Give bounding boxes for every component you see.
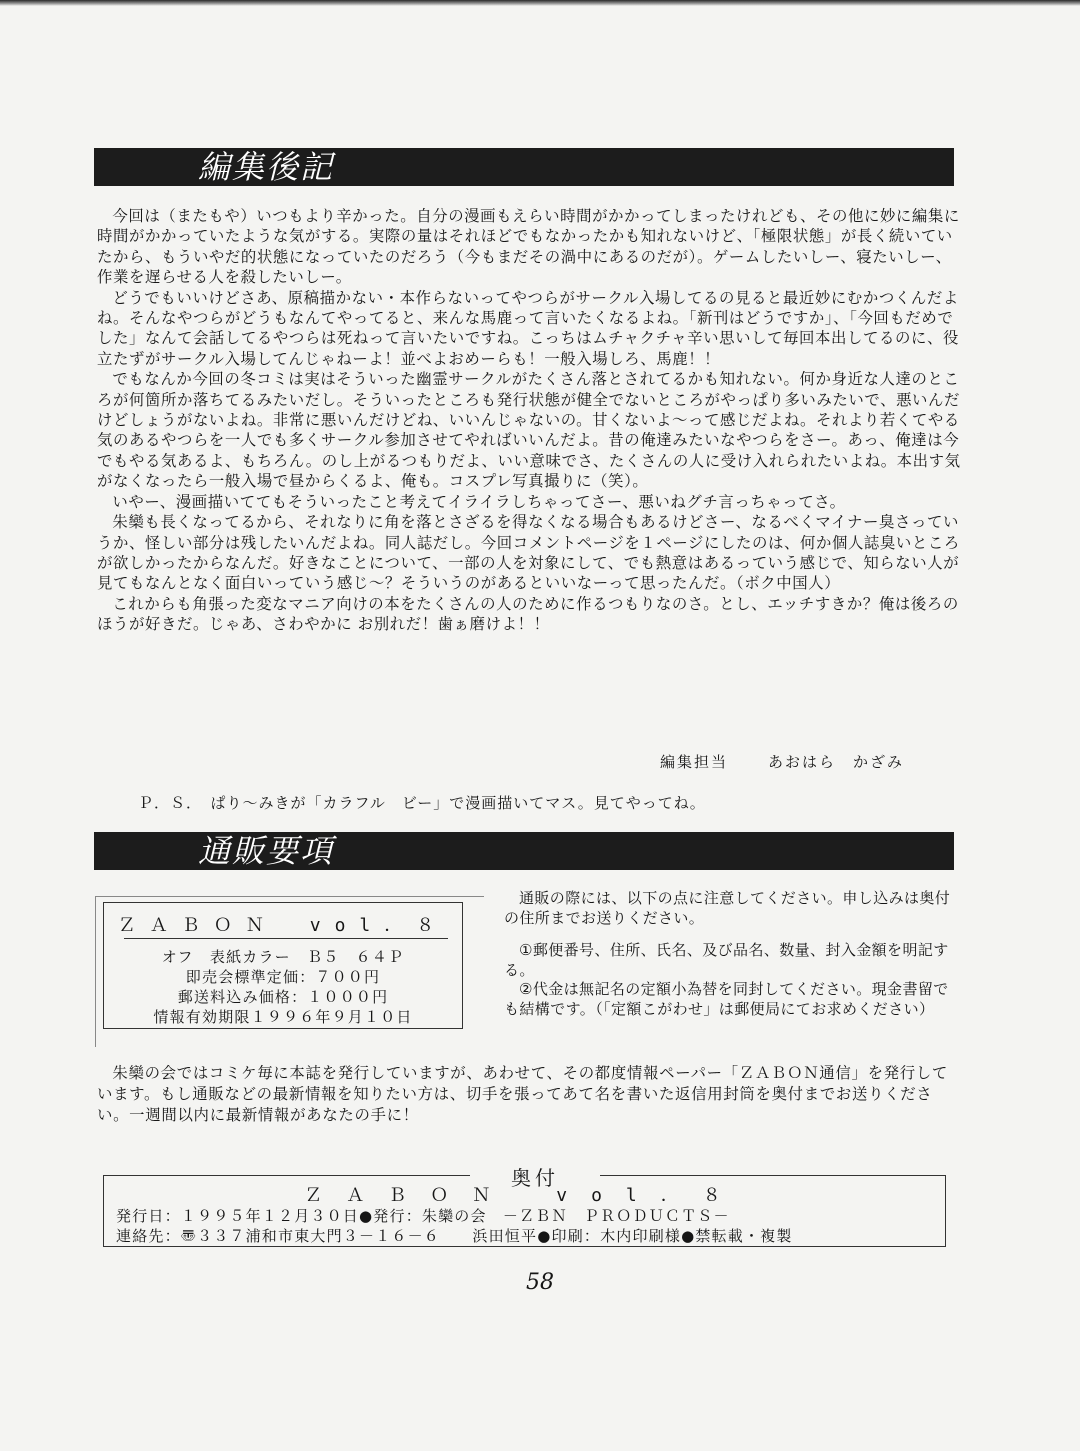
- editorial-paragraph: 朱欒も長くなってるから、それなりに角を落とさざるを得なくなる場合もあるけどさー、なるべくマイナー臭さっていうか、怪しい部分は残したいんだよね。同人誌だし。今回コメントページを１ページにしたのは、何か個人誌臭いところが欲しかったからなんだ。好きなことについて、一部の人を対象にして、でも熱意はあるっていう感じで、知らない人が見てもなんとなく面白いっていう感じ～？そういうのがあるといいなーって思ったんだ。（ボク中国人）: [97, 513, 960, 593]
- colophon-title: 奥付: [511, 1166, 559, 1190]
- colophon-product-name: ＺＡＢＯＮ vol．８: [304, 1185, 745, 1206]
- mail-order-header: [94, 832, 954, 870]
- editor-signature: [660, 751, 904, 772]
- product-format: オフ 表紙カラー Ｂ５ ６４Ｐ: [161, 948, 405, 966]
- mail-order-title: 通販要項: [198, 832, 335, 870]
- editorial-paragraph: 今回は（またもや）いつもより辛かった。自分の漫画もえらい時間がかかってしまったけれども、その他に妙に編集に時間がかかっていたような気がする。実際の量はそれほどでもなかったかも知れないけど、「極限状態」が長く続いていたから、もういやだ的状態になっていたのだろう（今もまだその渦中にあるのだが）。ゲームしたいしー、寝たいしー、作業を遅らせる人を殺したいしー。: [97, 207, 960, 287]
- page-edge: [0, 0, 1080, 6]
- mail-note: ②代金は無記名の定額小為替を同封してください。現金書留でも結構です。（「定額こがわせ」は郵便局にてお求めください）: [504, 980, 949, 1018]
- editorial-paragraph: これからも角張った変なマニア向けの本をたくさんの人のために作るつもりなのさ。とし、エッチすきか？俺は後ろのほうが好きだ。じゃあ、さわやかに お別れだ！歯ぁ磨けよ！！: [97, 594, 959, 634]
- product-title: ＺＡＢＯＮ vol．８: [117, 915, 449, 936]
- signature-name: あおはら かざみ: [768, 753, 905, 771]
- mail-price: 郵送料込み価格：１０００円: [177, 988, 389, 1006]
- info-expiry: 情報有効期限１９９６年９月１０日: [153, 1008, 413, 1026]
- signature-role: 編集担当: [660, 753, 729, 771]
- editorial-title: 編集後記: [198, 148, 335, 186]
- editorial-paragraph: でもなんか今回の冬コミは実はそういった幽霊サークルがたくさん落とされてるかも知れない。何か身近な人達のところが何箇所か落ちてるみたいだし。そういったところも発行状態が健全でないところがやっぱり多いみたいで、悪いんだけどしょうがないよね。非常に悪いんだけどね、いいんじゃないの。甘くないよ～って感じだよね。それより若くてやる気のあるやつらを一人でも多くサークル参加させてやればいいんだよ。昔の俺達みたいなやつらをさー。あっ、俺達は今でもやる気あるよ、もちろん。のし上がるつもりだよ、いい意味でさ、たくさんの人に受け入れられたいよね。本出す気がなくなったら一般入場で昼からくるよ、俺も。コスプレ写真撮りに（笑）。: [97, 370, 961, 491]
- mail-order-notes: [504, 889, 964, 1020]
- editorial-header: [94, 148, 954, 186]
- newsletter-notice: 朱欒の会ではコミケ毎に本誌を発行していますが、あわせて、その都度情報ペーパー「ＺＡＢＯＮ通信」を発行しています。もし通販などの最新情報を知りたい方は、切手を張ってあて名を書いた返信用封筒を奥付までお送りください。一週間以内に最新情報があなたの手に！: [97, 1064, 949, 1124]
- event-price: 即売会標準定価：７００円: [185, 968, 381, 986]
- colophon-publish-line: 発行日：１９９５年１２月３０日●発行：朱欒の会 －ＺＢＮ ＰＲＯＤＵＣＴＳ－: [116, 1207, 730, 1225]
- colophon-contact-line: 連絡先：〠３３７浦和市東大門３－１６－６ 浜田恒平●印刷：木内印刷様●禁転載・複製: [116, 1227, 793, 1245]
- postscript: Ｐ．Ｓ． ぱり～みきが「カラフル ビー」で漫画描いてマス。見てやってね。: [138, 794, 706, 812]
- product-info-box: [103, 902, 463, 1029]
- page-number: 58: [526, 1270, 554, 1295]
- editorial-paragraph: いやー、漫画描いててもそういったこと考えてイライラしちゃってさー、悪いねグチ言っちゃってさ。: [112, 492, 846, 511]
- divider: [124, 938, 448, 939]
- editorial-paragraph: どうでもいいけどさあ、原稿描かない・本作らないってやつらがサークル入場してるの見ると最近妙にむかつくんだよね。そんなやつらがどうもなんてやってると、来んな馬鹿って言いたくなるよね。「新刊はどうですか」、「今回もだめでした」なんて会話してるやつらは死ねって言いたいですね。こっちはムチャクチャ辛い思いして毎回本出してるのに、役立たずがサークル入場してんじゃねーよ！並べよおめーらも！一般入場しろ、馬鹿！！: [97, 288, 959, 368]
- colophon-box: [103, 1175, 946, 1247]
- mail-note: 通販の際には、以下の点に注意してください。申し込みは奥付の住所までお送りください。: [504, 889, 951, 927]
- product-details: [104, 947, 462, 1027]
- editorial-body: [97, 206, 963, 635]
- mail-note: ①郵便番号、住所、氏名、及び品名、数量、封入金額を明記する。: [504, 941, 949, 979]
